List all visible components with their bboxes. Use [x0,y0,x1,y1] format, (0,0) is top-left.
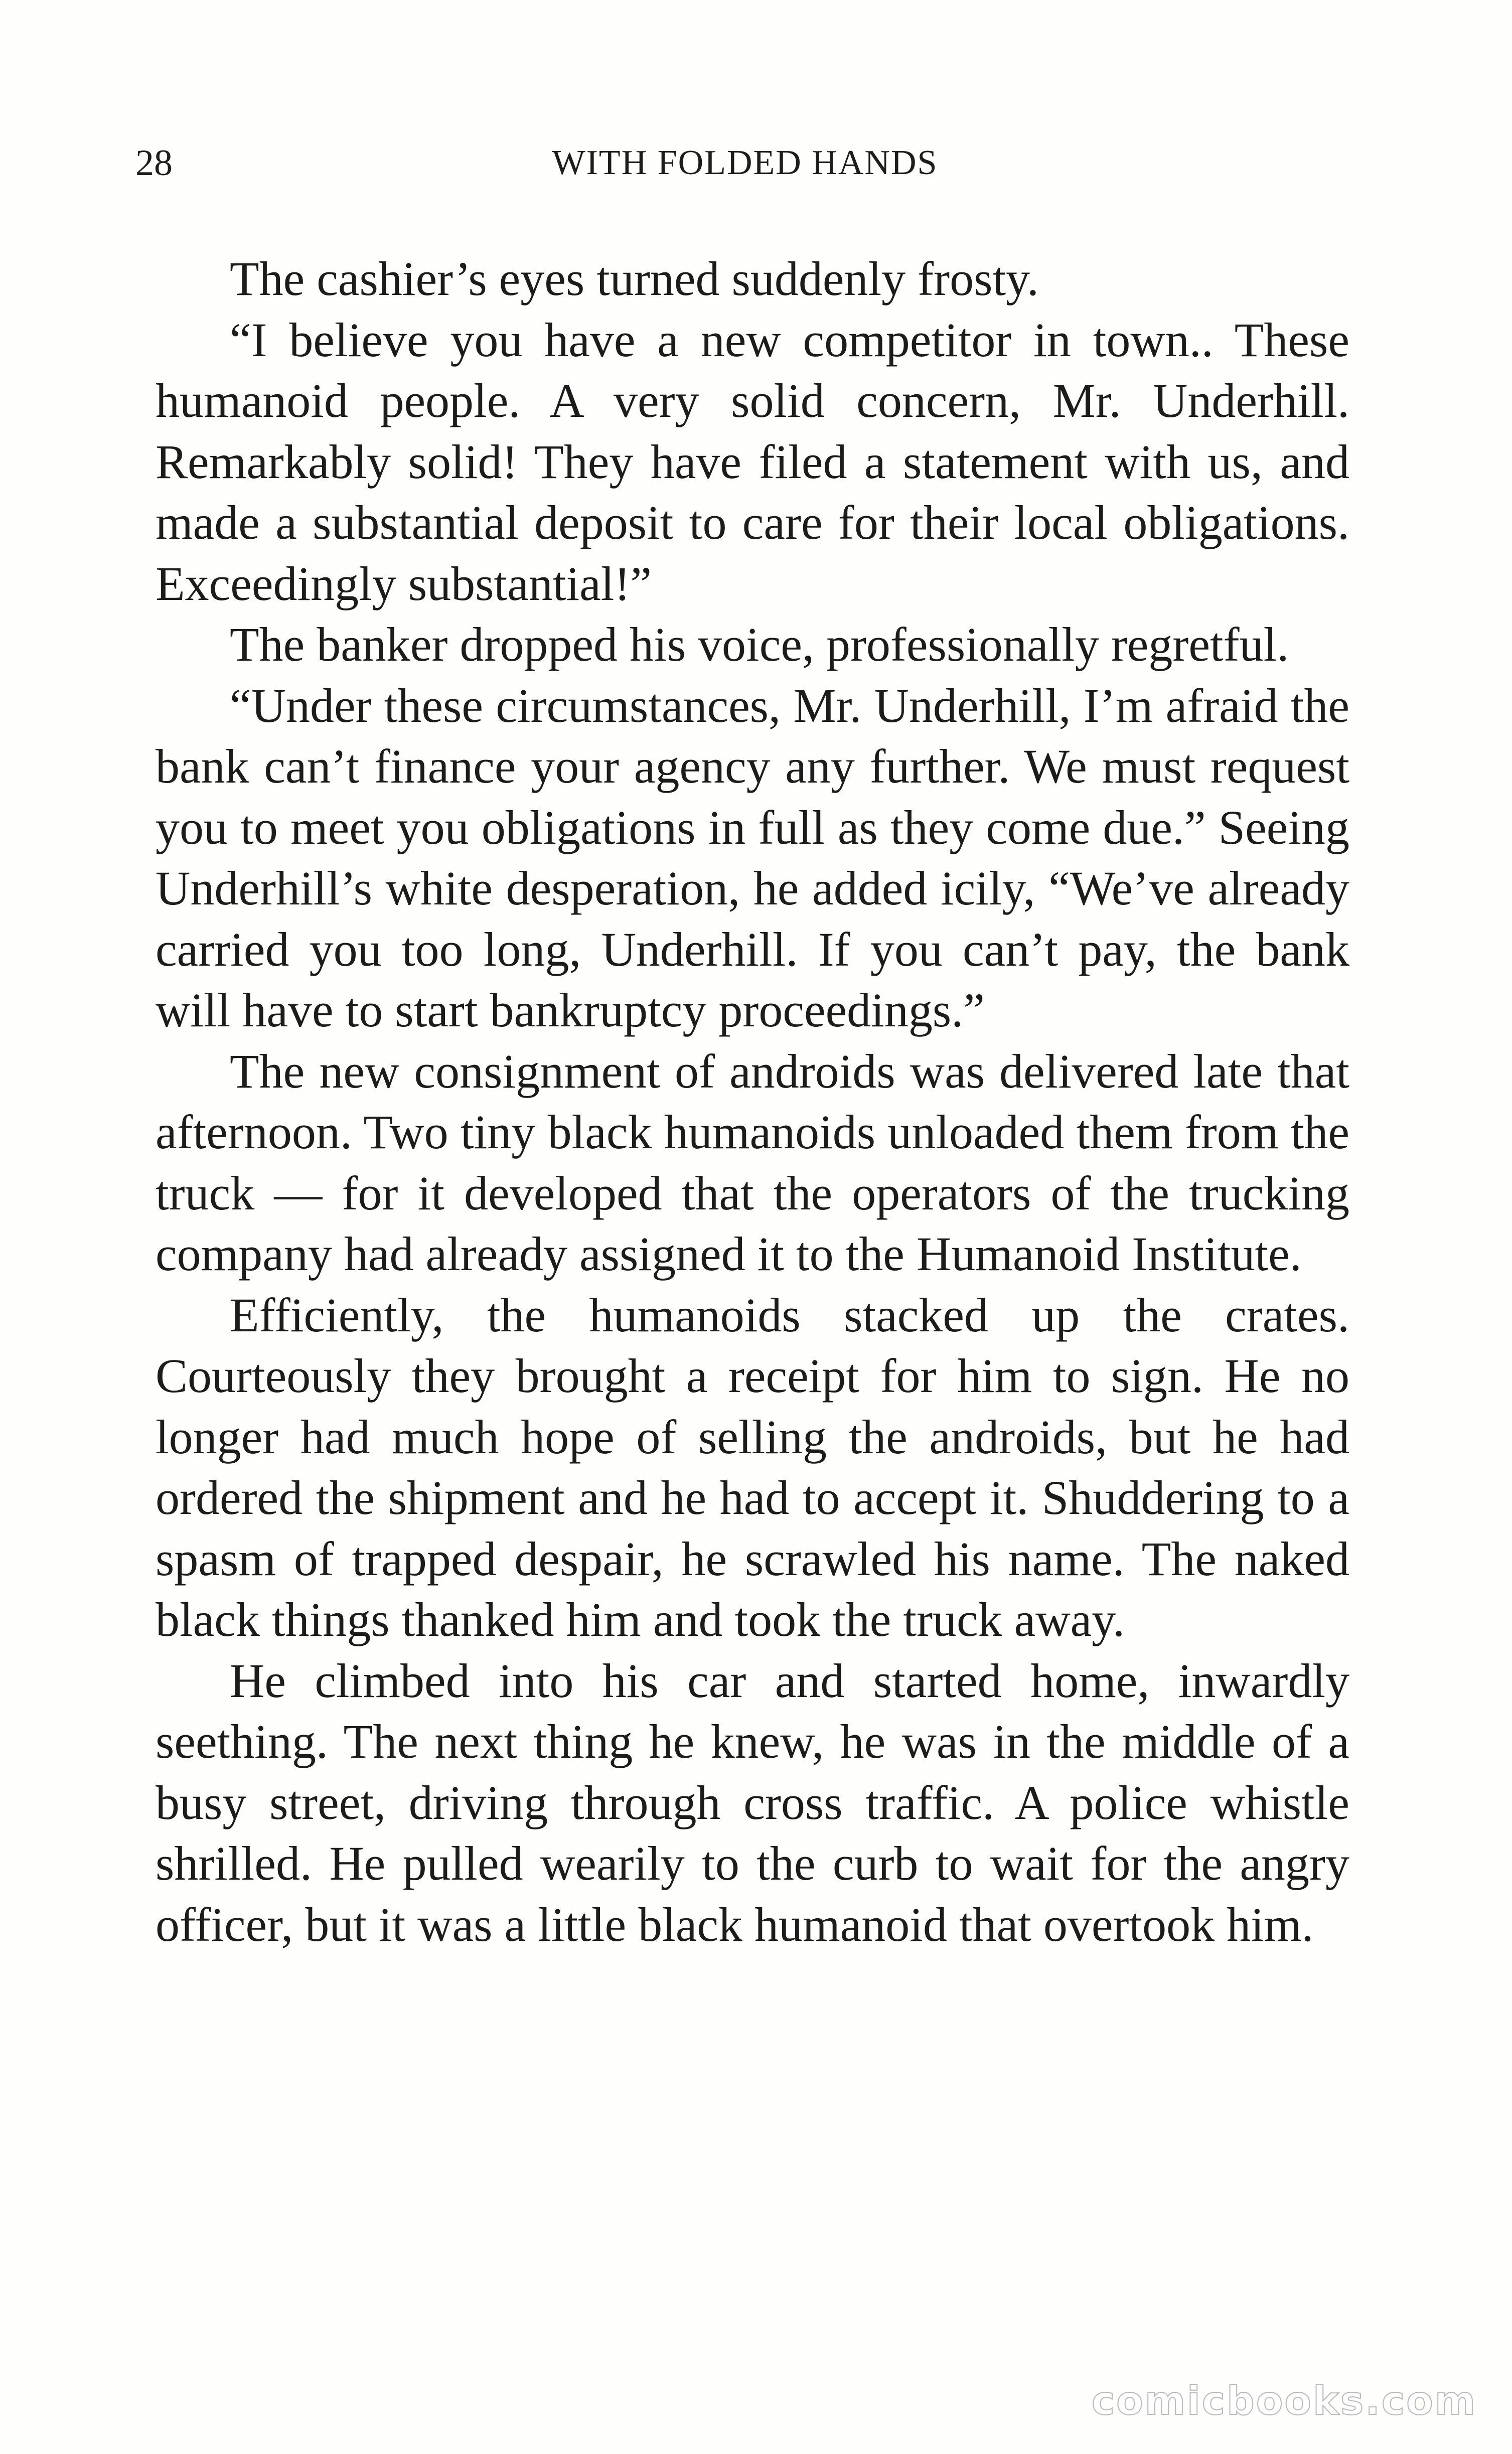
body-text [156,248,1349,1955]
paragraph-2: “I believe you have a new competitor in town.. These humanoid people. A very solid concern, Mr. Underhill. Remarkably solid! They have filed a statement with us, and made a substantial deposit to care for their local obligations. Exceedingly substantial!” [156,313,1349,610]
book-title: WITH FOLDED HANDS [552,143,938,182]
paragraph-1: The cashier’s eyes turned suddenly frosty. [230,252,1039,305]
paragraph-7: He climbed into his car and started home, inwardly seething. The next thing he knew, he was in the middle of a busy street, driving through cross traffic. A police whistle shrilled. He pulled wearily to the curb to wait for the angry officer, but it was a little black humanoid that overtook him. [156,1653,1349,1951]
paragraph-6: Efficiently, the humanoids stacked up the crates. Courteously they brought a receipt for him to sign. He no longer had much hope of selling the androids, but he had ordered the shipment and he had to accept it. Shuddering to a spasm of trapped despair, he scrawled his name. The naked black things thanked him and took the truck away. [156,1288,1349,1646]
paragraph-4: “Under these circumstances, Mr. Underhill, I’m afraid the bank can’t finance your agency any further. We must request you to meet you obligations in full as they come due.” Seeing Underhill’s white desperation, he added icily, “We’ve already carried you too long, Underhill. If you can’t pay, the bank will have to start bankruptcy proceedings.” [156,678,1349,1037]
paragraph-5: The new consignment of androids was delivered late that afternoon. Two tiny black humanoids unloaded them from the truck — for it developed that the operators of the trucking company had already assigned it to the Humanoid Institute. [156,1044,1349,1281]
page-number: 28 [135,142,173,184]
paragraph-3: The banker dropped his voice, professionally regretful. [230,618,1289,671]
watermark: comicbooks.com [1091,2379,1477,2424]
running-head [135,135,1354,191]
